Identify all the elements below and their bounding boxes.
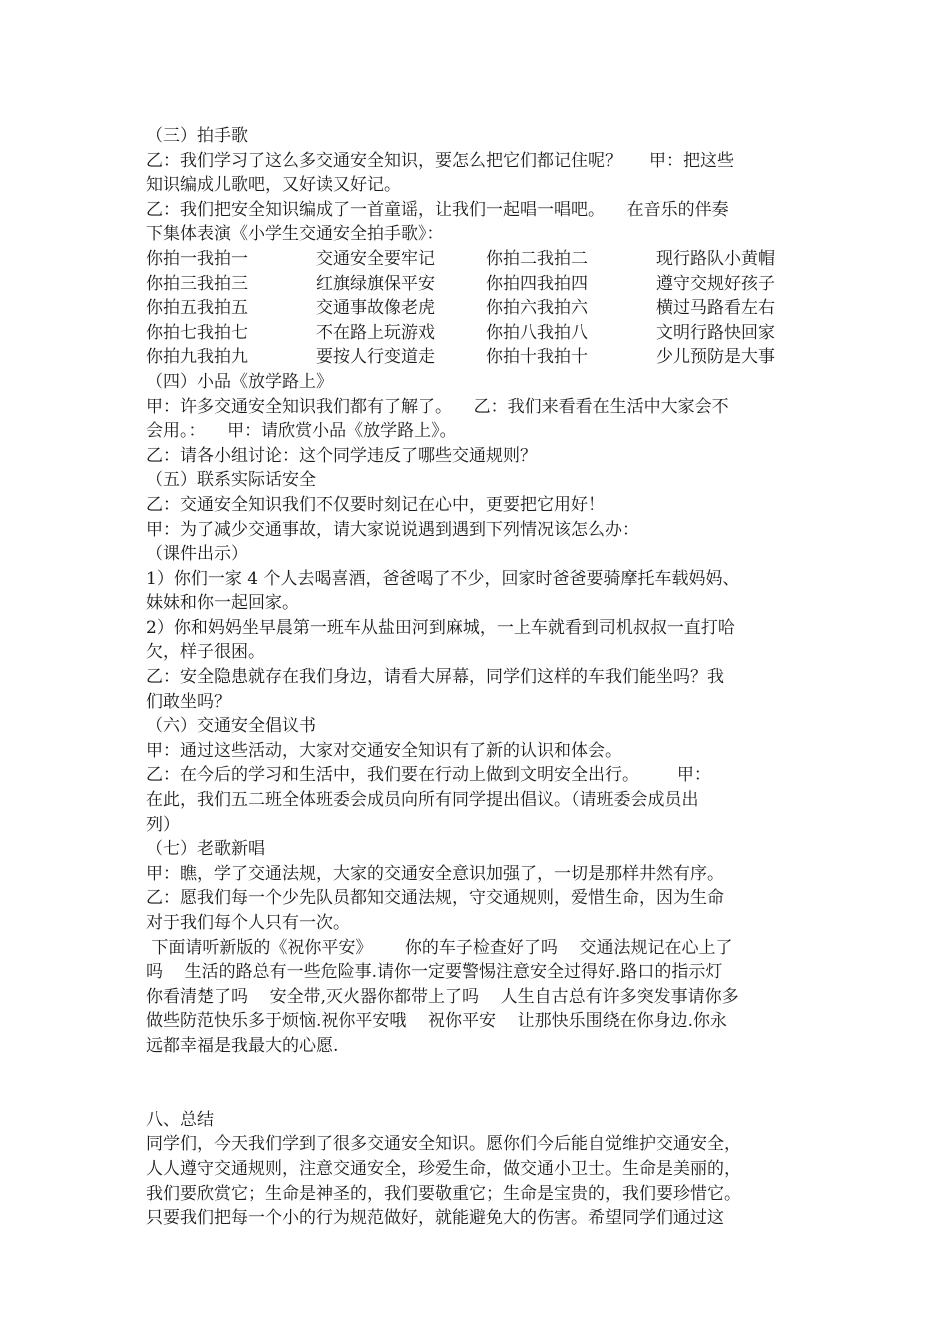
song-verse: 你拍九我拍九 <box>146 347 248 368</box>
song-verse: 遵守交规好孩子 <box>656 273 775 294</box>
paragraph-line: 做些防范快乐多于烦恼.祝你平安哦 祝你平安 让那快乐围绕在你身边.你永 <box>146 1011 728 1032</box>
paragraph-line: 甲：通过这些活动，大家对交通安全知识有了新的认识和体会。 <box>146 740 622 761</box>
paragraph-line: 我们要欣赏它；生命是神圣的，我们要敬重它；生命是宝贵的，我们要珍惜它。 <box>146 1183 741 1204</box>
paragraph-line: 列） <box>146 814 180 835</box>
paragraph-line: 乙：交通安全知识我们不仅要时刻记在心中，更要把它用好！ <box>146 494 605 515</box>
song-verse: 你拍二我拍二 <box>486 248 588 269</box>
song-row <box>146 345 826 370</box>
paragraph-line: 同学们，今天我们学到了很多交通安全知识。愿你们今后能自觉维护交通安全， <box>146 1134 741 1155</box>
song-verse: 不在路上玩游戏 <box>316 322 435 343</box>
paragraph-line: 远都幸福是我最大的心愿. <box>146 1035 339 1056</box>
paragraph-line: 下集体表演《小学生交通安全拍手歌》： <box>146 224 444 245</box>
blank-line <box>146 1059 826 1084</box>
paragraph-line: 欠，样子很困。 <box>146 642 265 663</box>
paragraph-line: 乙：我们把安全知识编成了一首童谣，让我们一起唱一唱吧。 在音乐的伴奏 <box>146 199 729 220</box>
paragraph-line: 在此，我们五二班全体班委会成员向所有同学提出倡议。（请班委会成员出 <box>146 790 699 811</box>
song-row <box>146 321 826 346</box>
section-3-heading: （三）拍手歌 <box>146 126 248 146</box>
song-verse: 你拍六我拍六 <box>486 298 588 319</box>
paragraph-line: 乙：我们学习了这么多交通安全知识，要怎么把它们都记住呢？ 甲：把这些 <box>146 150 735 171</box>
song-verse: 交通事故像老虎 <box>316 298 435 319</box>
song-verse: 红旗绿旗保平安 <box>316 273 435 294</box>
paragraph-line: （课件出示） <box>146 544 248 565</box>
song-verse: 交通安全要牢记 <box>316 248 435 269</box>
song-verse: 文明行路快回家 <box>656 322 775 343</box>
paragraph-line: 会用。： 甲：请欣赏小品《放学路上》。 <box>146 421 457 442</box>
song-row <box>146 272 826 297</box>
section-8-heading: 八、总结 <box>146 1109 214 1130</box>
paragraph-line: 对于我们每个人只有一次。 <box>146 913 350 933</box>
paragraph-line: 人人遵守交通规则，注意交通安全，珍爱生命，做交通小卫士。生命是美丽的， <box>146 1158 741 1179</box>
song-row <box>146 247 826 272</box>
paragraph-line: 只要我们把每一个小的行为规范做好，就能避免大的伤害。希望同学们通过这 <box>146 1208 724 1229</box>
section-7-heading: （七）老歌新唱 <box>146 839 265 860</box>
paragraph-line: 妹妹和你一起回家。 <box>146 593 299 614</box>
song-verse: 你拍一我拍一 <box>146 248 248 269</box>
paragraph-line: 甲：为了减少交通事故，请大家说说遇到遇到下列情况该怎么办： <box>146 519 639 540</box>
song-verse: 你拍八我拍八 <box>486 322 588 343</box>
paragraph-line: 乙：愿我们每一个少先队员都知交通法规，守交通规则，爱惜生命，因为生命 <box>146 888 724 909</box>
section-4-heading: （四）小品《放学路上》 <box>146 371 333 392</box>
paragraph-line: 乙：安全隐患就存在我们身边，请看大屏幕，同学们这样的车我们能坐吗？我 <box>146 667 724 688</box>
song-verse: 你拍五我拍五 <box>146 298 248 319</box>
paragraph-line: 1）你们一家 4 个人去喝喜酒，爸爸喝了不少，回家时爸爸要骑摩托车载妈妈、 <box>146 568 740 589</box>
song-verse: 现行路队小黄帽 <box>656 248 775 269</box>
paragraph-line: 们敢坐吗？ <box>146 691 231 712</box>
song-verse: 横过马路看左右 <box>656 298 775 319</box>
paragraph-line: 乙：在今后的学习和生活中，我们要在行动上做到文明安全出行。 甲： <box>146 765 711 786</box>
paragraph-line: 吗 生活的路总有一些危险事.请你一定要警惕注意安全过得好.路口的指示灯 <box>146 962 723 983</box>
paragraph-line: 你看清楚了吗 安全带,灭火器你都带上了吗 人生自古总有许多突发事请你多 <box>146 986 739 1007</box>
paragraph-line: 甲：瞧，学了交通法规，大家的交通安全意识加强了，一切是那样井然有序。 <box>146 863 724 884</box>
paragraph-line: 甲：许多交通安全知识我们都有了解了。 乙：我们来看看在生活中大家会不 <box>146 396 729 417</box>
song-verse: 你拍四我拍四 <box>486 273 588 294</box>
song-verse: 你拍十我拍十 <box>486 347 588 368</box>
song-verse: 你拍七我拍七 <box>146 322 248 343</box>
section-6-heading: （六）交通安全倡议书 <box>146 716 316 737</box>
song-verse: 少儿预防是大事 <box>656 347 775 368</box>
blank-line <box>146 1083 826 1108</box>
paragraph-line: 知识编成儿歌吧，又好读又好记。 <box>146 175 401 196</box>
paragraph-line: 2）你和妈妈坐早晨第一班车从盐田河到麻城，一上车就看到司机叔叔一直打哈 <box>146 617 735 638</box>
section-5-heading: （五）联系实际话安全 <box>146 470 316 491</box>
song-verse: 要按人行变道走 <box>316 347 435 368</box>
song-row <box>146 296 826 321</box>
paragraph-line: 乙：请各小组讨论：这个同学违反了哪些交通规则？ <box>146 445 537 466</box>
paragraph-line: 下面请听新版的《祝你平安》 你的车子检查好了吗 交通法规记在心上了 <box>146 937 733 958</box>
document-body <box>146 124 826 1231</box>
song-verse: 你拍三我拍三 <box>146 273 248 294</box>
